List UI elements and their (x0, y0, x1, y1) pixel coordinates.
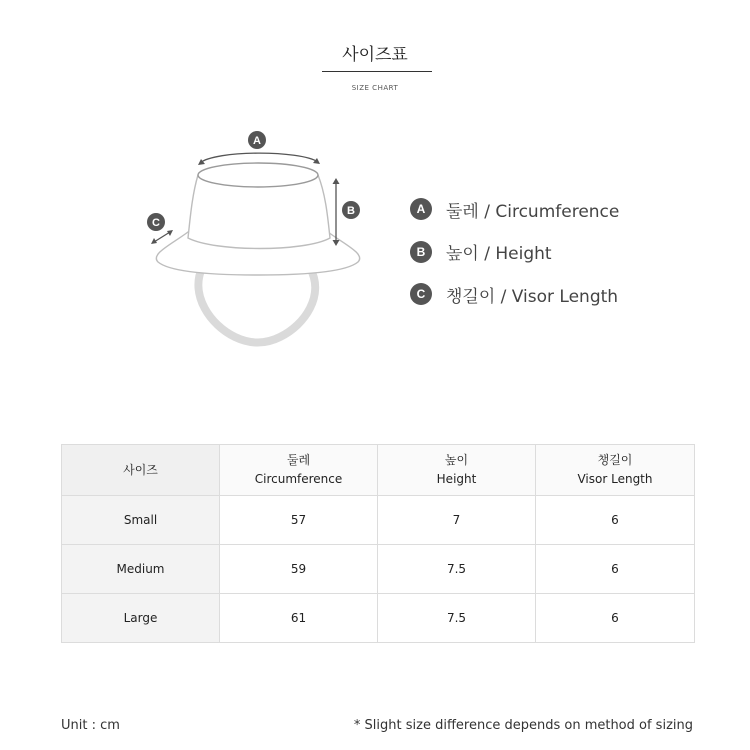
cell-size: Medium (62, 545, 220, 594)
cell-size: Small (62, 496, 220, 545)
hat-top (198, 163, 318, 187)
header-circumference: 둘레 Circumference (220, 445, 378, 496)
chin-strap (198, 268, 315, 343)
label-c: C (152, 217, 160, 229)
size-table (61, 444, 695, 643)
cell-height: 7 (378, 496, 536, 545)
legend-item-circumference (410, 195, 619, 223)
cell-height: 7.5 (378, 594, 536, 643)
visor-arrow (154, 232, 170, 242)
badge-b: B (410, 241, 432, 263)
cell-circumference: 57 (220, 496, 378, 545)
table-header-row (62, 445, 695, 496)
table-row (62, 496, 695, 545)
page-subtitle: SIZE CHART (351, 84, 399, 92)
badge-c: C (410, 283, 432, 305)
legend-item-visor (410, 280, 619, 308)
sizing-disclaimer: * Slight size difference depends on method of sizing (353, 718, 693, 733)
cell-height: 7.5 (378, 545, 536, 594)
cell-visor: 6 (536, 594, 695, 643)
unit-note: Unit : cm (61, 718, 120, 733)
cell-size: Large (62, 594, 220, 643)
legend-label-visor: 챙길이 / Visor Length (446, 286, 619, 307)
legend-item-height (410, 238, 619, 266)
label-a: A (253, 135, 261, 147)
header-height: 높이 Height (378, 445, 536, 496)
legend-label-height: 높이 / Height (446, 244, 552, 264)
cell-visor: 6 (536, 545, 695, 594)
table-row (62, 594, 695, 643)
measurement-legend (410, 195, 619, 323)
header-size: 사이즈 (62, 445, 220, 496)
cell-circumference: 59 (220, 545, 378, 594)
cell-visor: 6 (536, 496, 695, 545)
label-b: B (347, 205, 355, 217)
badge-a: A (410, 198, 432, 220)
header-visor-length: 챙길이 Visor Length (536, 445, 695, 496)
circumference-arrow (200, 153, 318, 163)
bucket-hat-diagram (140, 120, 380, 360)
cell-circumference: 61 (220, 594, 378, 643)
page-title: 사이즈표 (342, 45, 408, 65)
legend-label-circumference: 둘레 / Circumference (446, 201, 620, 222)
table-row (62, 545, 695, 594)
title-divider (322, 71, 432, 72)
